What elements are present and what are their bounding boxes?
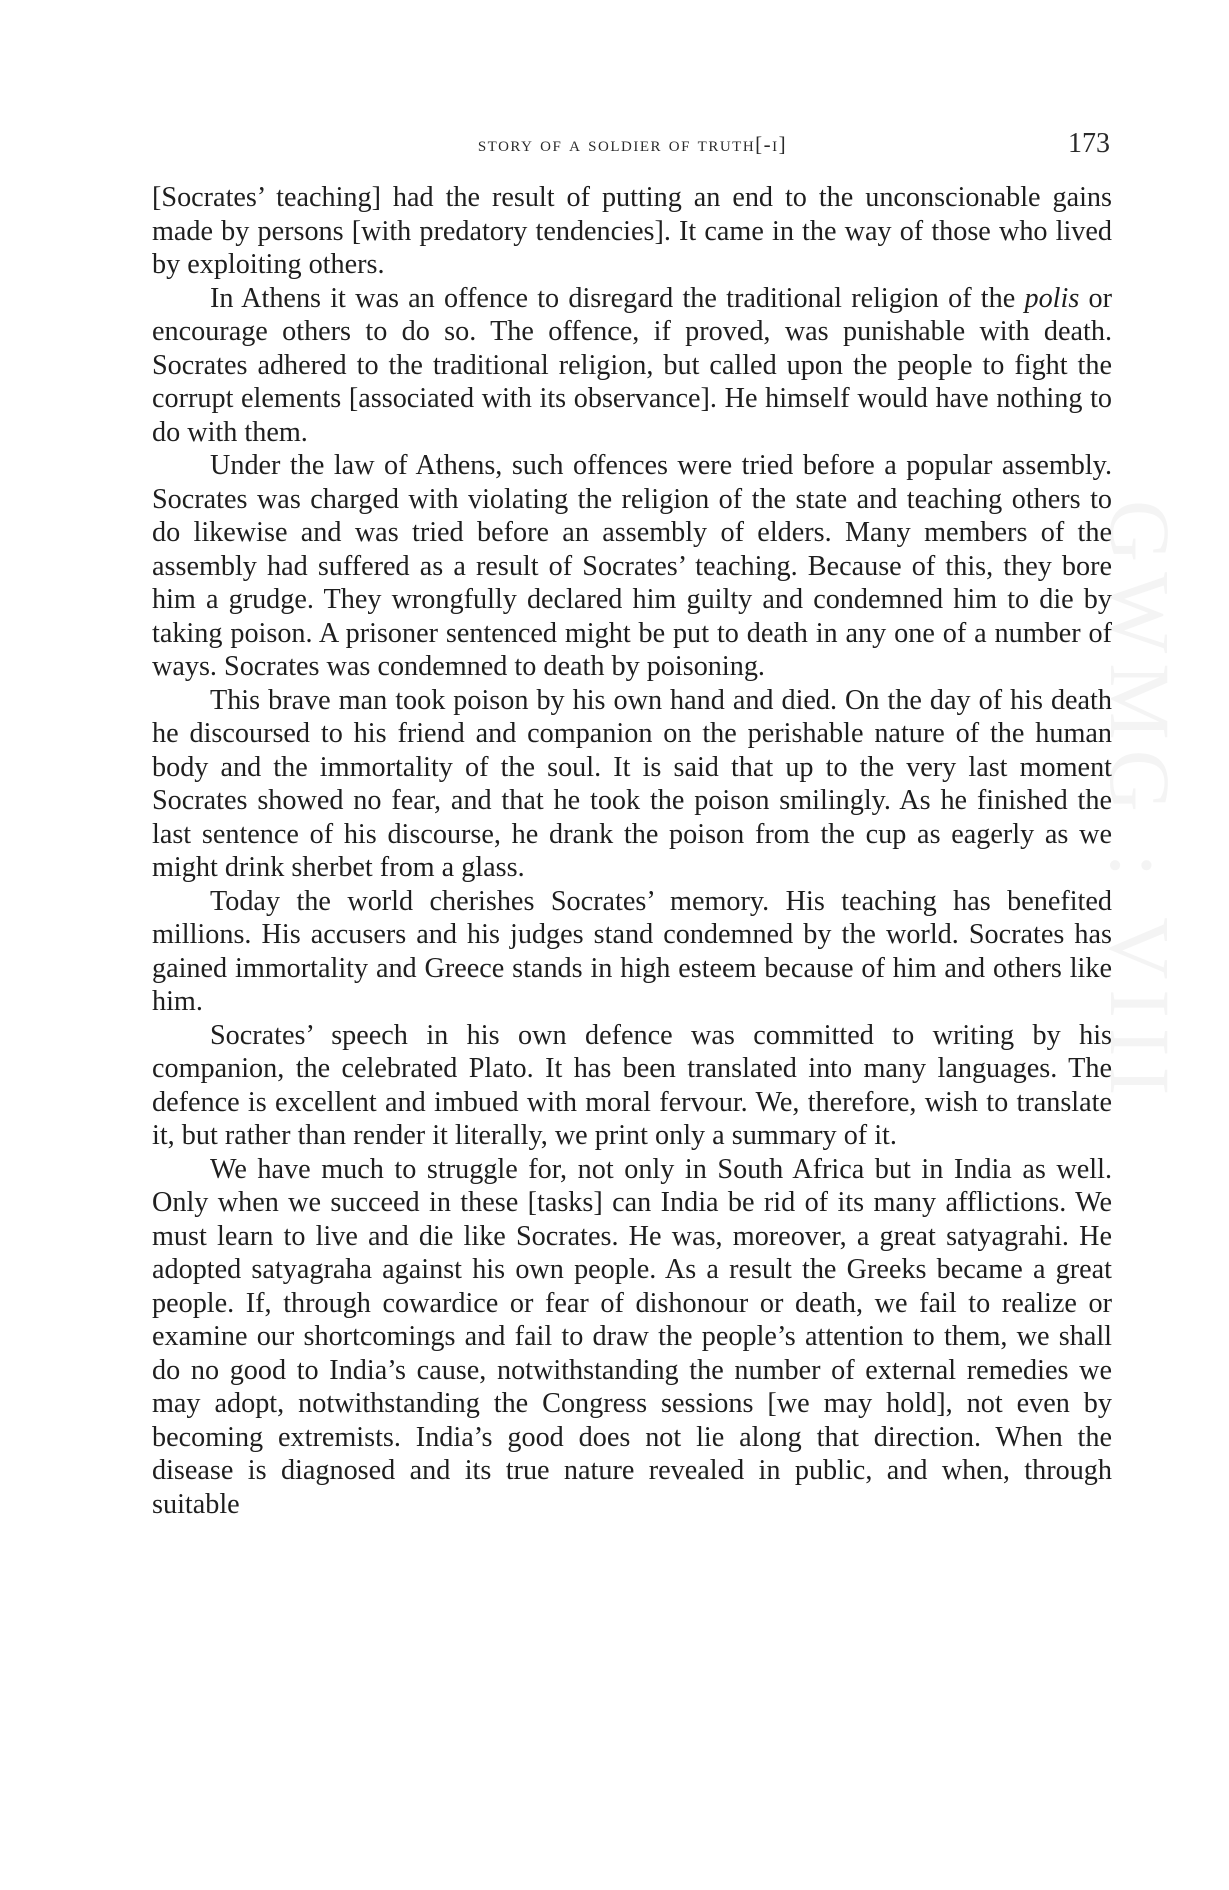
paragraph: We have much to struggle for, not only in South Africa but in India as well. Only when we succeed in these [tasks] can India be rid of its many afflictions. We must learn to live and die like Socrates. He was, moreover, a great satyagrahi. He adopted satyagraha against his own people. As a result the Greeks became a great people. If, through cowardice or fear of dishonour or death, we fail to realize or examine our shortcomings and fail to draw the people’s attention to them, we shall do no good to India’s cause, notwithstanding the number of external remedies we may adopt, notwithstanding the Congress sessions [we may hold], not even by becoming extremists. India’s good does not lie along that direction. When the disease is diagnosed and its true nature revealed in public, and when, through suitable xyxy=(152,1153,1112,1520)
paragraph: [Socrates’ teaching] had the result of putting an end to the unconscionable gains made by persons [with predatory tendencies]. It came in the way of those who lived by exploiting others. xyxy=(152,182,1112,280)
watermark xyxy=(1092,500,1198,1400)
paragraph: Today the world cherishes Socrates’ memory. His teaching has benefited millions. His accusers and his judges stand condemned by the world. Socrates has gained immortality and Greece stands in high esteem because of him and others like him. xyxy=(152,885,1112,1017)
paragraph: Socrates’ speech in his own defence was committed to writing by his companion, the celebrated Plato. It has been translated into many languages. The defence is excellent and imbued with moral fervour. We, therefore, wish to translate it, but rather than render it literally, we print only a summary of it. xyxy=(152,1019,1112,1151)
watermark-text: GWMG : VIII xyxy=(1092,500,1188,1106)
paragraph: This brave man took poison by his own hand and died. On the day of his death he discoursed to his friend and companion on the perishable nature of the human body and the immortality of the soul. It is said that up to the very last moment Socrates showed no fear, and that he took the poison smilingly. As he finished the last sentence of his discourse, he drank the poison from the cup as eagerly as we might drink sherbet from a glass. xyxy=(152,684,1112,883)
page-number: 173 xyxy=(1068,128,1110,159)
paragraph: In Athens it was an offence to disregard the traditional religion of the polis or encourage others to do so. The offence, if proved, was punishable with death. Socrates adhered to the traditional religion, but called upon the people to fight the corrupt elements [associated with its observance]. He himself would have nothing to do with them. xyxy=(152,282,1113,448)
italic-term: polis xyxy=(1024,282,1080,314)
running-head xyxy=(155,128,1110,166)
body-text xyxy=(152,181,1112,1521)
running-title: story of a soldier of truth[-i] xyxy=(477,132,788,156)
paragraph: Under the law of Athens, such offences were tried before a popular assembly. Socrates was charged with violating the religion of the state and teaching others to do likewise and was tried before an assembly of elders. Many members of the assembly had suffered as a result of Socrates’ teaching. Because of this, they bore him a grudge. They wrongfully declared him guilty and condemned him to die by taking poison. A prisoner sentenced might be put to death in any one of a number of ways. Socrates was condemned to death by poisoning. xyxy=(152,450,1112,682)
